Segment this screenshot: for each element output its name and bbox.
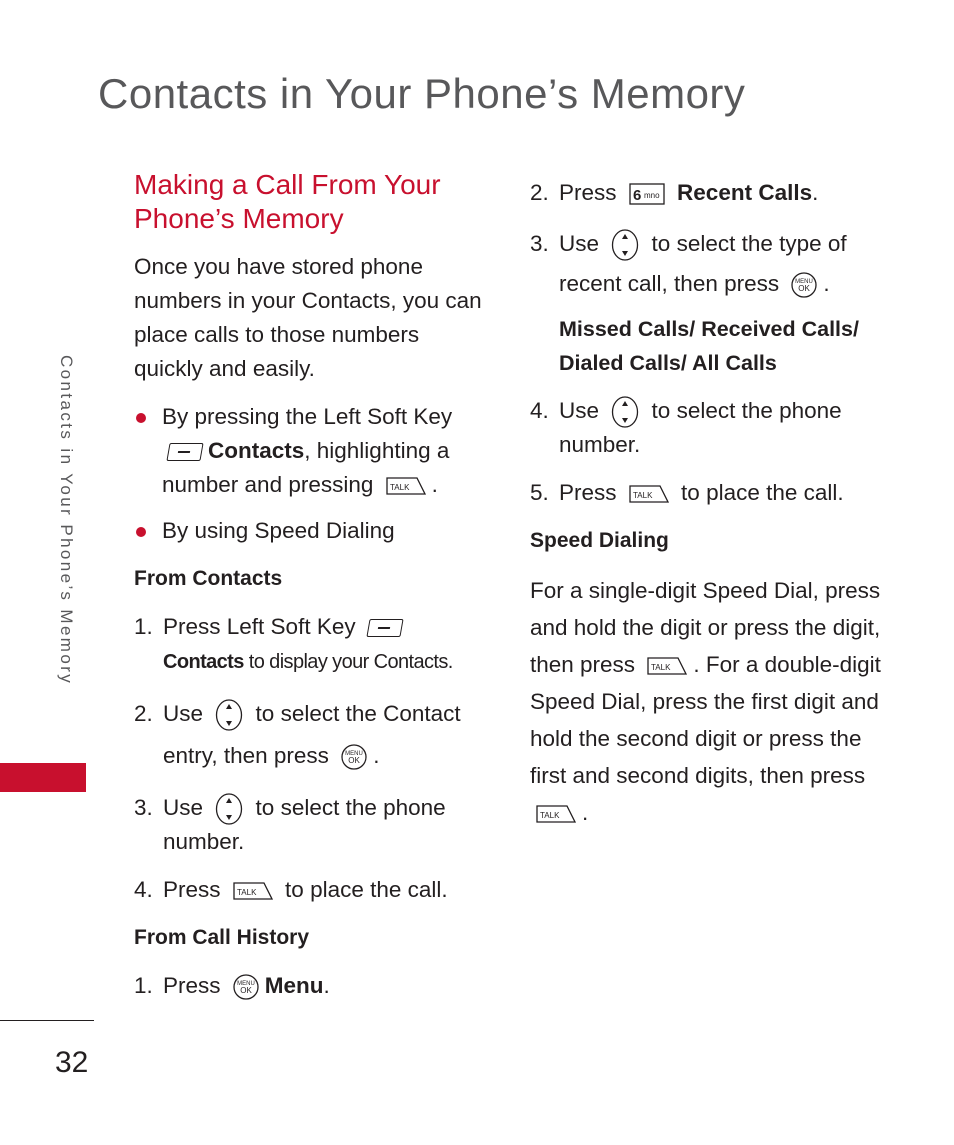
step-number: 1. — [134, 614, 153, 639]
side-tab — [54, 355, 76, 755]
menu-ok-key-icon — [791, 272, 817, 298]
section-title-line-1: Making a Call From Your — [134, 169, 441, 200]
step-text: Use — [163, 795, 204, 820]
six-key-icon — [629, 183, 665, 205]
navigation-key-icon — [215, 699, 243, 731]
step-number: 3. — [134, 795, 153, 820]
speed-dial-text: . For a double-digit Speed Dial, press the first digit and hold the second digit or press the first and second digits, then press — [530, 652, 881, 789]
step-number: 4. — [530, 398, 549, 423]
bullet-speed-dialing — [134, 514, 494, 548]
step-contacts-label: Contacts — [163, 651, 244, 673]
svg-text:TALK: TALK — [651, 663, 671, 673]
svg-text:MENU: MENU — [795, 279, 814, 286]
step-fc-1 — [134, 610, 494, 679]
bullet-text: By using Speed Dialing — [162, 518, 395, 543]
left-soft-key-icon — [366, 619, 403, 637]
speed-dial-text: For a single-digit Speed Dial, press and hold the digit or press the digit, then press — [530, 578, 881, 678]
step-rc-5 — [530, 476, 900, 510]
talk-key-icon — [629, 485, 669, 503]
step-text: to select the phone number. — [163, 795, 446, 855]
speed-dialing-paragraph — [530, 572, 900, 831]
step-fc-4 — [134, 873, 494, 907]
step-text: to display your Contacts. — [243, 651, 453, 673]
step-rc-4 — [530, 394, 900, 462]
svg-text:OK: OK — [348, 756, 360, 766]
step-text: to place the call. — [681, 480, 844, 506]
step-number: 4. — [134, 877, 153, 903]
menu-ok-key-icon — [341, 744, 367, 770]
bullet-text: By pressing the Left Soft Key — [162, 404, 453, 429]
step-text: Use — [559, 398, 600, 423]
talk-key-icon — [647, 657, 687, 675]
bullet-text: . — [431, 472, 438, 497]
speed-dialing-heading: Speed Dialing — [530, 529, 669, 553]
svg-text:MENU: MENU — [345, 751, 364, 758]
bullet-contacts-label: Contacts — [208, 438, 305, 463]
recent-calls-label: Recent Calls — [677, 180, 813, 205]
svg-text:OK: OK — [240, 986, 252, 996]
step-text: Use — [163, 701, 204, 726]
step-number: 3. — [530, 231, 549, 256]
section-title-line-2: Phone’s Memory — [134, 203, 344, 234]
bullet-left-soft-key — [134, 400, 494, 502]
step-number: 2. — [530, 180, 549, 205]
svg-text:mno: mno — [643, 191, 660, 201]
step-fc-3 — [134, 791, 494, 859]
bullet-dot — [136, 413, 146, 423]
talk-key-icon — [536, 805, 576, 823]
bullet-text: , highlighting a number and pressing — [162, 438, 450, 497]
talk-key-icon — [386, 477, 426, 495]
svg-text:6: 6 — [632, 187, 642, 205]
svg-text:MENU: MENU — [236, 981, 255, 988]
navigation-key-icon — [611, 396, 639, 428]
step-fc-2 — [134, 693, 494, 777]
menu-ok-key-icon — [233, 974, 259, 1000]
talk-key-icon — [233, 882, 273, 900]
page-number: 32 — [55, 1046, 89, 1079]
recent-call-options: Missed Calls/ Received Calls/ Dialed Calls/ All Calls — [559, 317, 859, 375]
bullet-dot — [136, 527, 146, 537]
step-number: 5. — [530, 480, 549, 506]
intro-paragraph: Once you have stored phone numbers in your Contacts, you can place calls to those numbers quickly and easily. — [134, 254, 482, 381]
step-text: Press — [559, 480, 617, 506]
speed-dial-text: . — [582, 800, 589, 826]
svg-text:TALK: TALK — [389, 483, 410, 493]
step-text: . — [812, 180, 819, 205]
step-text: . — [373, 743, 380, 768]
step-text: Use — [559, 231, 600, 256]
svg-text:TALK: TALK — [632, 491, 653, 501]
step-text: to select the type of recent call, then press — [559, 231, 847, 296]
step-text: to select the Contact entry, then press — [163, 701, 461, 768]
svg-text:OK: OK — [798, 284, 811, 294]
from-contacts-heading: From Contacts — [134, 567, 283, 590]
left-column — [134, 168, 494, 1017]
svg-text:TALK: TALK — [236, 888, 257, 898]
section-title — [134, 168, 494, 236]
side-tab-label: Contacts in Your Phone’s Memory — [57, 355, 76, 686]
step-text: Press Left Soft Key — [163, 614, 356, 639]
step-text: to place the call. — [285, 877, 448, 903]
svg-text:TALK: TALK — [540, 811, 560, 821]
from-call-history-heading: From Call History — [134, 926, 310, 950]
step-rc-3 — [530, 224, 900, 304]
step-fh-1 — [134, 969, 494, 1003]
menu-label: Menu — [264, 973, 324, 999]
left-soft-key-icon — [166, 443, 203, 461]
step-number: 2. — [134, 701, 153, 726]
footer-rule — [0, 1020, 94, 1021]
step-text: . — [323, 973, 330, 999]
side-tab-marker — [0, 763, 86, 792]
right-column — [530, 176, 900, 845]
step-text: Press — [163, 877, 221, 903]
step-number: 1. — [134, 973, 153, 999]
navigation-key-icon — [215, 793, 243, 825]
step-rc-2 — [530, 176, 900, 210]
page-title: Contacts in Your Phone’s Memory — [98, 70, 746, 117]
step-text: Press — [559, 180, 617, 205]
step-text: to select the phone number. — [559, 398, 842, 458]
navigation-key-icon — [611, 229, 639, 261]
step-text: . — [823, 271, 830, 296]
step-text: Press — [163, 973, 221, 999]
